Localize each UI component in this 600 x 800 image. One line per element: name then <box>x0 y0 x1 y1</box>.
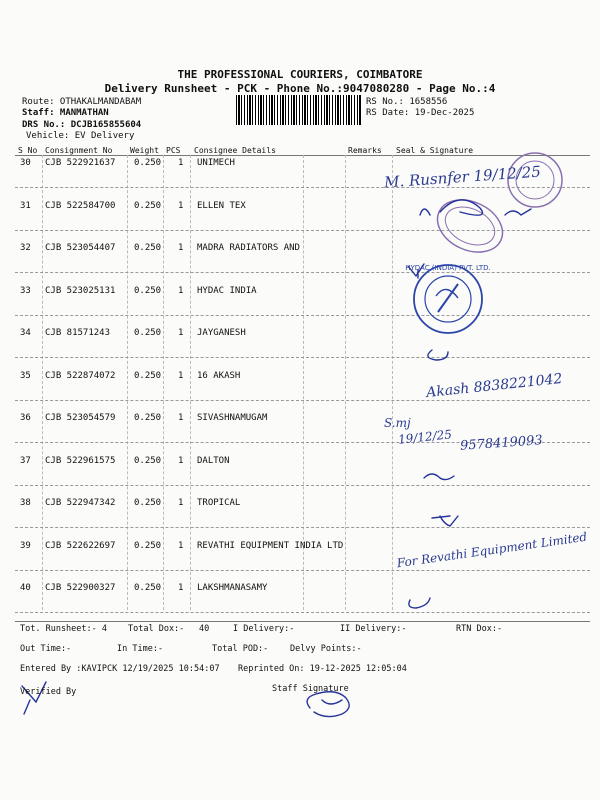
i-delivery: I Delivery:- <box>233 624 295 634</box>
cell-weight: 0.250 <box>134 200 162 211</box>
cell-sno: 39 <box>20 540 31 551</box>
cell-consignment-no: CJB 522921637 <box>45 158 116 168</box>
cell-sno: 31 <box>20 200 31 211</box>
col-header-consignee: Consignee Details <box>194 146 276 155</box>
staff: Staff: MANMATHAN <box>22 108 109 118</box>
cell-sno: 35 <box>20 370 31 381</box>
cell-pcs: 1 <box>178 285 184 296</box>
vehicle: Vehicle: EV Delivery <box>26 131 135 141</box>
total-dox-label: Total Dox:- <box>128 624 185 634</box>
total-dox-value: 40 <box>199 624 210 634</box>
cell-sno: 38 <box>20 498 31 508</box>
handwriting-sig-35: Akash 8838221042 <box>425 370 564 402</box>
cell-weight: 0.250 <box>134 583 162 593</box>
cell-consignee: UNIMECH <box>197 158 235 168</box>
cell-weight: 0.250 <box>134 498 162 508</box>
col-header-pcs: PCS <box>166 146 181 155</box>
footer-rule <box>15 621 590 622</box>
cell-consignee: 16 AKASH <box>197 370 241 381</box>
cell-pcs: 1 <box>178 158 184 168</box>
cell-pcs: 1 <box>178 370 184 381</box>
cell-pcs: 1 <box>178 413 184 423</box>
cell-consignment-no: CJB 523025131 <box>45 285 116 296</box>
cell-pcs: 1 <box>178 328 184 338</box>
handwriting-sig-36-phone: 9578419093 <box>459 433 544 454</box>
cell-consignee: REVATHI EQUIPMENT INDIA LTD <box>197 540 344 551</box>
cell-consignee: TROPICAL <box>197 498 241 508</box>
cell-weight: 0.250 <box>134 540 162 551</box>
cell-consignment-no: CJB 522584700 <box>45 200 116 211</box>
cell-consignment-no: CJB 81571243 <box>45 328 111 338</box>
signature-34 <box>428 350 448 360</box>
rs-number: RS No.: 1658556 <box>366 97 448 107</box>
signature-37 <box>424 474 454 480</box>
cell-consignee: MADRA RADIATORS AND <box>197 243 300 253</box>
cell-pcs: 1 <box>178 583 184 593</box>
company-name: THE PROFESSIONAL COURIERS, COIMBATORE <box>177 68 423 81</box>
hydac-stamp-icon <box>414 265 482 333</box>
cell-weight: 0.250 <box>134 158 162 168</box>
cell-consignee: ELLEN TEX <box>197 200 246 211</box>
cell-consignee: HYDAC INDIA <box>197 285 257 296</box>
cell-consignment-no: CJB 523054579 <box>45 413 116 423</box>
col-header-seal: Seal & Signature <box>396 146 474 155</box>
cell-consignment-no: CJB 522961575 <box>45 455 116 466</box>
cell-consignment-no: CJB 522874072 <box>45 370 116 381</box>
cell-pcs: 1 <box>178 243 184 253</box>
col-header-sno: S No <box>18 146 38 155</box>
cell-pcs: 1 <box>178 455 184 466</box>
cell-pcs: 1 <box>178 200 184 211</box>
col-header-weight: Weight <box>130 146 159 155</box>
cell-consignment-no: CJB 522947342 <box>45 498 116 508</box>
cell-consignee: SIVASHNAMUGAM <box>197 413 268 423</box>
cell-weight: 0.250 <box>134 243 162 253</box>
cell-consignment-no: CJB 522900327 <box>45 583 116 593</box>
delvy-points: Delvy Points:- <box>290 644 362 654</box>
reprinted-on: Reprinted On: 19-12-2025 12:05:04 <box>238 664 407 674</box>
rtn-dox: RTN Dox:- <box>456 624 503 634</box>
cell-consignee: DALTON <box>197 455 230 466</box>
cell-pcs: 1 <box>178 498 184 508</box>
cell-consignment-no: CJB 522622697 <box>45 540 116 551</box>
cell-sno: 34 <box>20 328 31 338</box>
route: Route: OTHAKALMANDABAM <box>22 97 142 107</box>
ii-delivery: II Delivery:- <box>340 624 407 634</box>
oval-stamp-icon <box>429 190 511 262</box>
drs-number: DRS No.: DCJB165855604 <box>22 120 142 130</box>
staff-signature-label: Staff Signature <box>272 684 349 694</box>
cell-consignee: LAKSHMANASAMY <box>197 583 268 593</box>
cell-sno: 30 <box>20 158 31 168</box>
cell-weight: 0.250 <box>134 285 162 296</box>
handwriting-sig-30: M. Rusnfer 19/12/25 <box>383 162 542 192</box>
cell-weight: 0.250 <box>134 328 162 338</box>
cell-sno: 37 <box>20 455 31 466</box>
cell-weight: 0.250 <box>134 455 162 466</box>
cell-sno: 40 <box>20 583 31 593</box>
cell-consignment-no: CJB 523054407 <box>45 243 116 253</box>
handwriting-sig-36-date: 19/12/25 <box>397 427 453 447</box>
verified-by: Verified By <box>20 687 77 697</box>
cell-sno: 36 <box>20 413 31 423</box>
signature-40 <box>409 598 430 608</box>
stamp-text: HYDAC (INDIA) PVT. LTD. <box>405 264 491 272</box>
col-header-remarks: Remarks <box>348 146 382 155</box>
cell-sno: 32 <box>20 243 31 253</box>
runsheet-title: Delivery Runsheet - PCK - Phone No.:9047080280 - Page No.:4 <box>104 82 496 95</box>
handwriting-sig-36-name: S.mj <box>384 416 411 430</box>
col-header-consignment: Consignment No <box>45 146 113 155</box>
cell-sno: 33 <box>20 285 31 296</box>
cell-pcs: 1 <box>178 540 184 551</box>
in-time: In Time:- <box>117 644 164 654</box>
cell-weight: 0.250 <box>134 370 162 381</box>
signature-38 <box>432 516 458 526</box>
entered-by: Entered By :KAVIPCK 12/19/2025 10:54:07 <box>20 664 220 674</box>
tot-runsheet: Tot. Runsheet:- 4 <box>20 624 107 634</box>
out-time: Out Time:- <box>20 644 72 654</box>
total-pod: Total POD:- <box>212 644 269 654</box>
rs-date: RS Date: 19-Dec-2025 <box>366 108 475 118</box>
cell-consignee: JAYGANESH <box>197 328 246 338</box>
cell-weight: 0.250 <box>134 413 162 423</box>
company-stamp-revathi: For Revathi Equipment Limited <box>395 529 588 571</box>
staff-signature-mark <box>307 692 349 717</box>
